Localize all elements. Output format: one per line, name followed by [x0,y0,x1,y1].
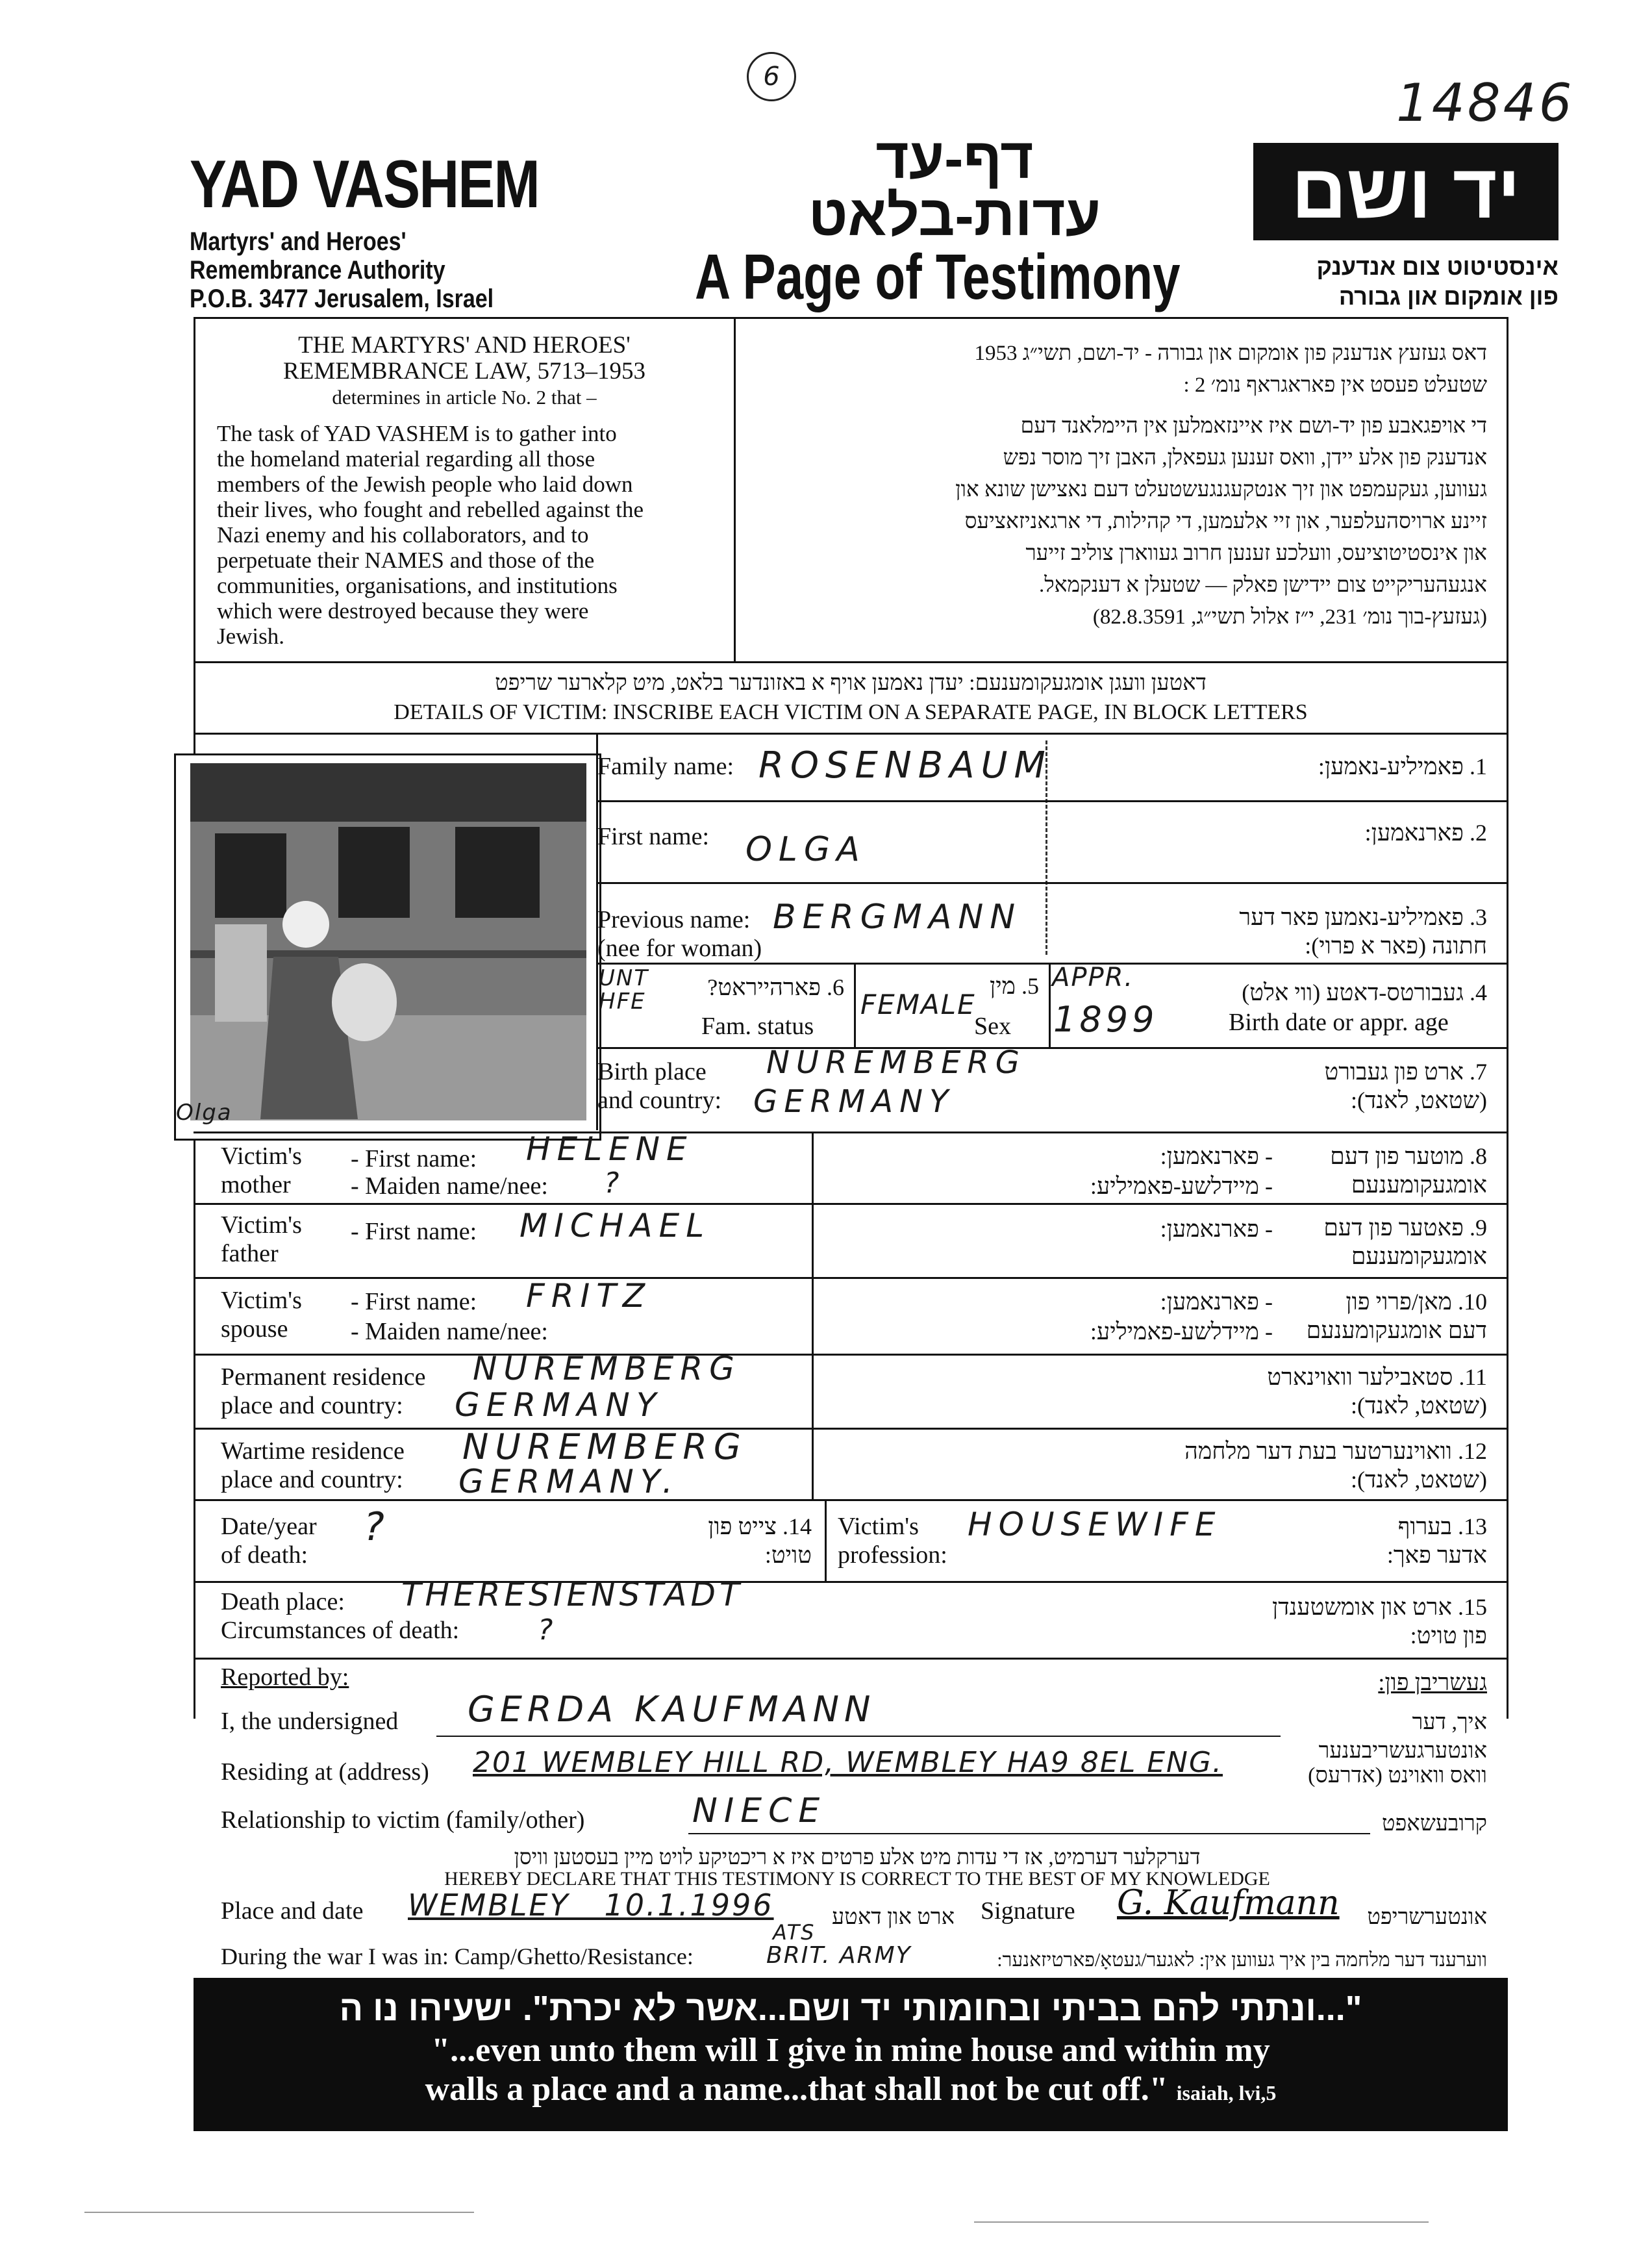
birth-country-value: GERMANY [753,1083,955,1120]
birth-place-label-yiddish: 7. ארט פון געבורט (שטאט, לאנד): [1324,1059,1487,1113]
death-date-label-yiddish: 14. צייט פון טויט: [708,1513,812,1568]
banner-english-line1: "...even unto them will I give in mine house and within my [431,2032,1270,2069]
previous-name-label: Previous name: (nee for woman) [597,906,762,962]
permanent-country-value: GERMANY [455,1386,663,1424]
reporter-address-value: 201 WEMBLEY HILL RD, WEMBLEY HA9 8EL ENG. [473,1746,1223,1779]
wartime-residence-label-yiddish: 12. וואוינערטער בעת דער מלחמה (שטאט, לאנד): [1184,1438,1487,1493]
place-date-value: WEMBLEY 10.1.1996 [408,1888,774,1923]
photo-caption: Olga [176,1100,232,1126]
first-name-label-yiddish: 2. פארנאמען: [1364,820,1487,846]
mother-first-name-label-yiddish: - פארנאמען: [1160,1143,1273,1169]
undersigned-label-yiddish: איך, דער אונטערגעשריבענער [1318,1710,1487,1763]
reported-by-label-yiddish: געשריבן פון: [1378,1669,1487,1695]
death-place-label: Death place: Circumstances of death: [221,1588,460,1644]
page-title: A Page of Testimony [695,241,1181,312]
sex-value: FEMALE [860,989,976,1020]
father-label: Victim's father [221,1211,302,1267]
banner-english-line2: walls a place and a name...that shall not be cut off." [425,2071,1168,2108]
permanent-residence-value: NUREMBERG [473,1350,741,1387]
place-date-label-yiddish: ארט און דאטע [832,1905,955,1929]
banner-reference: isaiah, lvi,5 [1176,2081,1277,2105]
death-circumstances-value: ? [538,1613,560,1647]
sex-label-yiddish: 5. מין [990,973,1039,999]
residing-label: Residing at (address) [221,1758,429,1786]
mother-maiden-name-label: - Maiden name/nee: [351,1172,548,1200]
father-first-name-value: MICHAEL [519,1207,711,1245]
banner-hebrew: "...ונתתי להם בביתי ובחומותי יד ושם...אשר לא יכרת". ישעיהו נו ה [339,1989,1362,2028]
mother-label-yiddish: 8. מוטער פון דעם אומגעקומענעם [1330,1143,1487,1198]
death-date-value: ? [364,1504,391,1550]
father-first-name-label-yiddish: - פארנאמען: [1160,1216,1273,1242]
family-name-value: ROSENBAUM [758,744,1052,787]
mother-first-name-value: HELENE [526,1130,694,1168]
father-label-yiddish: 9. פאטער פון דעם אומגעקומענעם [1323,1215,1487,1269]
place-date-label: Place and date [221,1897,364,1925]
family-name-label: Family name: [597,753,734,780]
spouse-label: Victim's spouse [221,1287,302,1343]
mother-maiden-name-value: ? [604,1167,626,1200]
spouse-maiden-name-label-yiddish: - מיידלשע-פאמיליע: [1090,1319,1273,1345]
war-location-value-top: ATS [773,1920,816,1945]
family-name-label-yiddish: 1. פאמיליע-נאמען: [1318,753,1487,779]
first-name-label: First name: [597,823,710,850]
permanent-residence-label-yiddish: 11. סטאבילער וואוינארט (שטאט, לאנד): [1267,1364,1487,1419]
law-heading: THE MARTYRS' AND HEROES' REMEMBRANCE LAW, 5713–1953 determines in article No. 2 that – [283,332,645,409]
war-location-value: BRIT. ARMY [766,1942,912,1969]
signature-value: G. Kaufmann [1117,1884,1340,1923]
birth-date-label-yiddish: 4. געבורטס-דאטע (ווי אלט) [1242,980,1487,1005]
reporter-name-value: GERDA KAUFMANN [468,1689,876,1730]
wartime-residence-value: NUREMBERG [462,1426,747,1467]
birth-place-value: NUREMBERG [766,1044,1026,1081]
death-date-label: Date/year of death: [221,1513,317,1569]
signature-label-yiddish: אונטערשריפט [1367,1905,1487,1929]
hebrew-title: דף-עד עדות-בלאט [808,126,1101,247]
archive-number: 14846 [1396,73,1575,133]
relationship-label-yiddish: קרובעשאפט [1381,1812,1487,1836]
previous-name-label-yiddish: 3. פאמיליע-נאמען פאר דער חתונה (פאר א פרוי): [1239,904,1487,959]
spouse-first-name-value: FRITZ [526,1277,652,1315]
declaration-yiddish: דערקלער דערמיט, אז די עדות מיט אלע פרטים איז א ריכטיקע לויט מיין בעסטען וויסן [514,1846,1201,1869]
profession-label: Victim's profession: [838,1513,947,1569]
fam-status-value: UNT HFE [599,965,649,1015]
law-text: The task of YAD VASHEM is to gather into the homeland material regarding all those members of the Jewish people who laid down their lives, who fought and rebelled against the Nazi enemy and his collaborators, and to perpetuate their NAMES and those of the communities, organisations, and institutions which were destroyed because they were Jewish. [217,421,644,649]
war-location-label-yiddish: ווערענד דער מלחמה בין איך געווען אין: לאגער/געטאָ/פארטיזאנער: [997,1949,1487,1971]
org-name: YAD VASHEM [190,147,540,222]
fam-status-label: Fam. status [701,1013,814,1040]
sex-label: Sex [974,1013,1011,1040]
birth-place-label: Birth place and country: [597,1058,722,1114]
relationship-value: NIECE [692,1791,827,1830]
spouse-first-name-label: - First name: [351,1288,477,1315]
profession-label-yiddish: 13. בערוף אדער פאך: [1386,1513,1487,1568]
signature-label: Signature [981,1897,1075,1925]
undersigned-label: I, the undersigned [221,1708,399,1735]
spouse-maiden-name-label: - Maiden name/nee: [351,1318,548,1345]
mother-first-name-label: - First name: [351,1145,477,1172]
mother-maiden-name-label-yiddish: - מיידלשע-פאמיליע: [1090,1173,1273,1199]
details-instruction: DETAILS OF VICTIM: INSCRIBE EACH VICTIM ON A SEPARATE PAGE, IN BLOCK LETTERS [394,700,1308,724]
war-location-label: During the war I was in: Camp/Ghetto/Resistance: [221,1943,694,1969]
wartime-country-value: GERMANY. [458,1463,679,1500]
spouse-first-name-label-yiddish: - פארנאמען: [1160,1289,1273,1315]
page-number: 6 [747,52,796,101]
residing-label-yiddish: וואס וואוינט (אדרעס) [1308,1763,1487,1788]
permanent-residence-label: Permanent residence place and country: [221,1363,426,1419]
relationship-label: Relationship to victim (family/other) [221,1806,585,1834]
previous-name-value: BERGMANN [773,898,1022,937]
mother-label: Victim's mother [221,1143,302,1198]
victim-photo [174,753,601,1141]
details-instruction-yiddish: דאטען וועגן אומגעקומענעם: יעדן נאמען אויף א באזונדער בלאט, מיט קלארער שריפט [495,671,1207,695]
law-text-yiddish: דאס געזעץ אנדענק פון אומקום און גבורה - יד-ושם, תשי״ג 1953 שטעלט פעסט אין פאראגראף נומ׳ 2 : די אויפגאבע פון יד-ושם איז איינזאמלען אין היימלאנד דעם אנדענק פון אלע יידן, וואס זענען געפאלן, האבן זיך מוסר נפש געווען, געקעמפט און זיך אנטקעגנגעשטעלט דעם נאצישן שונא און זיינע ארויסהעלפער, און זיי אלעמען, די קהילות, די ארגאניזאציעס און אינסטיטוציעס, וועלכע זענען חרוב געווארן צוליב זייער אנגעהעריקייט צום יידישן פאלק — שטעלן א דענקמאל. (געזעץ-בוך נומ׳ 231, י״ז אלול תשי״ג, 82.8.3591) [955,342,1487,629]
birth-date-value: 1899 [1053,999,1158,1040]
profession-value: HOUSEWIFE [968,1506,1222,1543]
logo-subtitle: אינסטיטוט צום אנדענק פון אומקום און גבורה [1316,253,1558,310]
yad-vashem-logo: יד ושם [1253,143,1558,240]
declaration: HEREBY DECLARE THAT THIS TESTIMONY IS CORRECT TO THE BEST OF MY KNOWLEDGE [444,1868,1270,1890]
isaiah-banner [194,1978,1508,2131]
first-name-value: OLGA [745,830,866,869]
birth-date-label: Birth date or appr. age [1229,1009,1449,1036]
reported-by-label: Reported by: [221,1663,349,1691]
death-place-value: THERESIENSTADT [401,1576,744,1613]
fam-status-label-yiddish: 6. פארהייראט? [707,974,844,1000]
death-place-label-yiddish: 15. ארט און אומשטענדן פון טויט: [1272,1594,1487,1649]
wartime-residence-label: Wartime residence place and country: [221,1437,405,1493]
org-subtitle: Martyrs' and Heroes' Remembrance Authority P.O.B. 3477 Jerusalem, Israel [190,227,494,313]
spouse-label-yiddish: 10. מאן/פרוי פון דעם אומגעקומענעם [1306,1289,1487,1343]
birth-date-approx: APPR. [1052,963,1134,992]
father-first-name-label: - First name: [351,1218,477,1245]
